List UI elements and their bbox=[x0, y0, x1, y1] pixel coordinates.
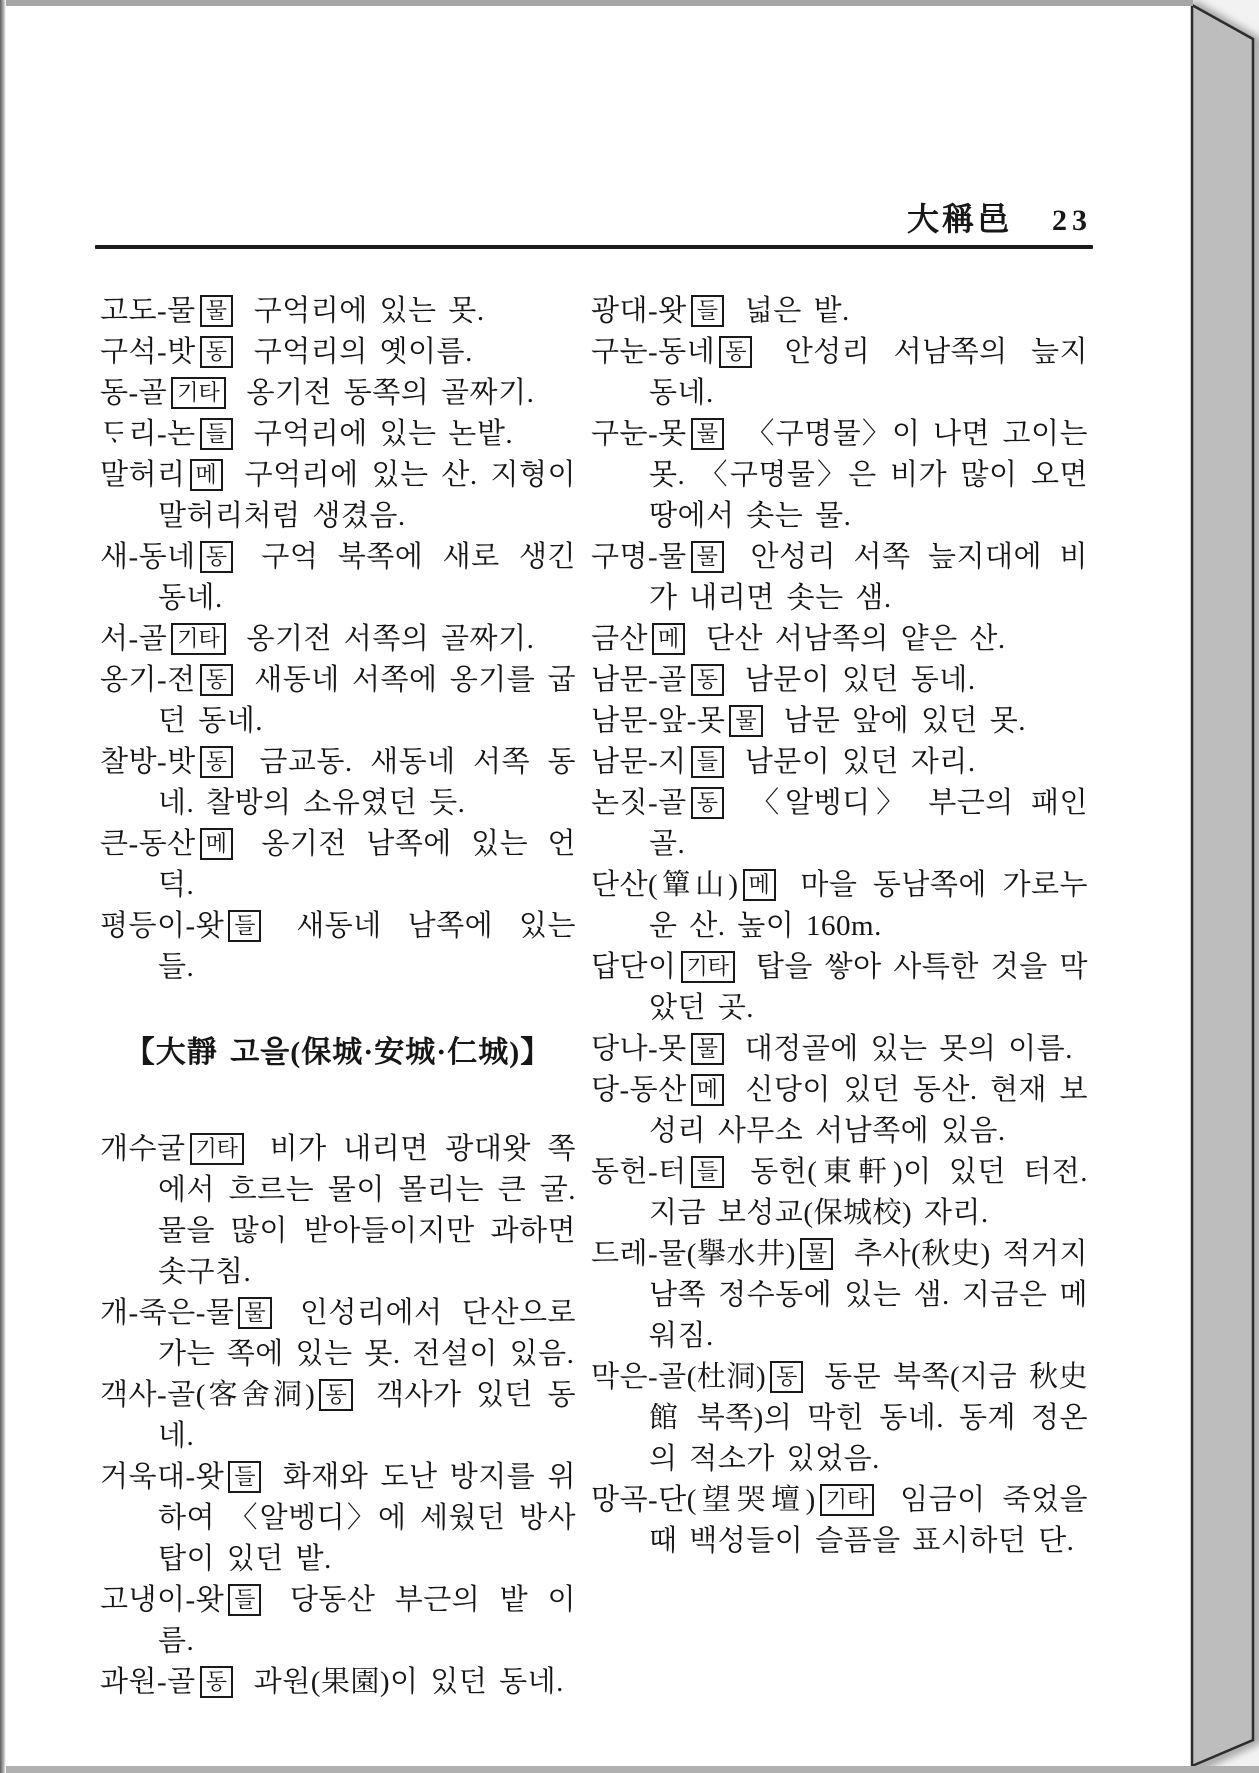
left-column-entries-bottom bbox=[100, 1129, 576, 1703]
entry-definition: 단산 서남쪽의 얕은 산. bbox=[694, 623, 1006, 655]
running-header bbox=[95, 194, 1092, 240]
entry-category-tag: 기타 bbox=[820, 1484, 875, 1516]
gazetteer-entry bbox=[100, 1580, 576, 1662]
gazetteer-entry bbox=[591, 701, 1088, 742]
gazetteer-entry bbox=[100, 1662, 576, 1703]
gazetteer-entry bbox=[100, 1293, 576, 1375]
entry-definition: 새동네 남쪽에 있는 들. bbox=[158, 910, 576, 983]
entry-category-tag: 들 bbox=[691, 295, 724, 327]
entry-headword: 남문-골 bbox=[591, 664, 687, 696]
left-column-entries-top bbox=[100, 291, 576, 988]
entry-category-tag: 물 bbox=[691, 418, 724, 450]
entry-headword: 객사-골(客舍洞) bbox=[100, 1379, 316, 1411]
entry-definition: 과원(果園)이 있던 동네. bbox=[241, 1666, 564, 1698]
gazetteer-entry bbox=[100, 414, 576, 455]
entry-definition: 옹기전 서쪽의 골짜기. bbox=[234, 623, 535, 655]
entry-headword: 큰-동산 bbox=[100, 828, 196, 860]
entry-category-tag: 들 bbox=[228, 910, 261, 942]
entry-category-tag: 메 bbox=[200, 828, 233, 860]
gazetteer-entry bbox=[100, 1375, 576, 1457]
entry-category-tag: 기타 bbox=[190, 1133, 245, 1165]
entry-headword: 고냉이-왓 bbox=[100, 1584, 225, 1616]
gazetteer-entry bbox=[591, 660, 1088, 701]
entry-category-tag: 메 bbox=[652, 623, 685, 655]
gazetteer-entry bbox=[591, 1070, 1088, 1152]
gazetteer-entry bbox=[100, 619, 576, 660]
entry-definition: 당동산 부근의 밭 이름. bbox=[158, 1584, 576, 1657]
entry-definition: 인성리에서 단산으로 가는 쪽에 있는 못. 전설이 있음. bbox=[158, 1297, 576, 1370]
gazetteer-entry bbox=[100, 906, 576, 988]
entry-category-tag: 기타 bbox=[171, 377, 226, 409]
entry-definition: 동헌(東軒)이 있던 터전. 지금 보성교(保城校) 자리. bbox=[649, 1156, 1088, 1229]
entry-definition: 넓은 밭. bbox=[732, 295, 850, 327]
entry-category-tag: 물 bbox=[691, 541, 724, 573]
entry-headword: 새-동네 bbox=[100, 541, 196, 573]
gazetteer-entry bbox=[100, 742, 576, 824]
entry-headword: 구눈-못 bbox=[591, 418, 687, 450]
entry-category-tag: 동 bbox=[200, 336, 233, 368]
gazetteer-entry bbox=[591, 742, 1088, 783]
gazetteer-entry bbox=[100, 373, 576, 414]
entry-category-tag: 기타 bbox=[171, 623, 226, 655]
entry-definition: 구억리에 있는 못. bbox=[241, 295, 485, 327]
entry-category-tag: 물 bbox=[238, 1297, 271, 1329]
entry-definition: 구억리에 있는 산. 지형이 말허리처럼 생겼음. bbox=[158, 459, 576, 532]
section-heading: 【大靜 고을(保城·安城·仁城)】 bbox=[124, 1036, 552, 1069]
gazetteer-entry bbox=[100, 455, 576, 537]
entry-headword: 당나-못 bbox=[591, 1033, 687, 1065]
entry-headword: 찰방-밧 bbox=[100, 746, 196, 778]
entry-category-tag: 메 bbox=[691, 1074, 724, 1106]
entry-headword: 고도-물 bbox=[100, 295, 196, 327]
entry-definition: 남문이 있던 동네. bbox=[732, 664, 976, 696]
header-rule bbox=[95, 245, 1093, 249]
entry-definition: 남문이 있던 자리. bbox=[732, 746, 976, 778]
entry-definition: 객사가 있던 동네. bbox=[158, 1379, 577, 1452]
entry-definition: 안성리 서쪽 늪지대에 비가 내리면 솟는 샘. bbox=[649, 541, 1088, 614]
entry-headword: 막은-골(杜洞) bbox=[591, 1361, 767, 1393]
entry-definition: 임금이 죽었을 때 백성들이 슬픔을 표시하던 단. bbox=[649, 1484, 1088, 1557]
gazetteer-entry bbox=[591, 332, 1088, 414]
entry-headword: 구명-물 bbox=[591, 541, 687, 573]
entry-definition: 신당이 있던 동산. 현재 보성리 사무소 서남쪽에 있음. bbox=[649, 1074, 1088, 1147]
entry-definition: 〈구명물〉이 나면 고이는 못. 〈구명물〉은 비가 많이 오면 땅에서 솟는 물. bbox=[649, 418, 1088, 532]
entry-headword: 말허리 bbox=[100, 459, 186, 491]
gazetteer-entry bbox=[591, 1029, 1088, 1070]
entry-headword: 개-죽은-물 bbox=[100, 1297, 235, 1329]
entry-headword: 평등이-왓 bbox=[100, 910, 225, 942]
entry-headword: 논짓-골 bbox=[591, 787, 687, 819]
right-column-entries bbox=[591, 291, 1088, 1562]
entry-headword: 구눈-동네 bbox=[591, 336, 716, 368]
entry-category-tag: 동 bbox=[200, 746, 233, 778]
entry-definition: 구억리의 옛이름. bbox=[241, 336, 473, 368]
gazetteer-entry bbox=[591, 414, 1088, 537]
entry-definition: 〈알벵디〉 부근의 패인 골. bbox=[649, 787, 1088, 860]
entry-category-tag: 들 bbox=[691, 1156, 724, 1188]
entry-headword: 구석-밧 bbox=[100, 336, 196, 368]
entry-category-tag: 물 bbox=[691, 1033, 724, 1065]
entry-category-tag: 물 bbox=[800, 1238, 833, 1270]
left-column bbox=[100, 291, 576, 1703]
entry-definition: 구억리에 있는 논밭. bbox=[241, 418, 514, 450]
entry-category-tag: 동 bbox=[719, 336, 752, 368]
gazetteer-entry bbox=[591, 291, 1088, 332]
entry-category-tag: 물 bbox=[200, 295, 233, 327]
entry-headword: 망곡-단(望哭壇) bbox=[591, 1484, 816, 1516]
entry-headword: 동헌-터 bbox=[591, 1156, 687, 1188]
entry-definition: 대정골에 있는 못의 이름. bbox=[732, 1033, 1073, 1065]
entry-headword: 당-동산 bbox=[591, 1074, 687, 1106]
entry-category-tag: 들 bbox=[228, 1461, 261, 1493]
entry-definition: 추사(秋史) 적거지 남쪽 정수동에 있는 샘. 지금은 메워짐. bbox=[649, 1238, 1089, 1352]
entry-headword: 동-골 bbox=[100, 377, 168, 409]
gazetteer-entry bbox=[591, 537, 1088, 619]
entry-category-tag: 동 bbox=[691, 787, 724, 819]
entry-headword: 거욱대-왓 bbox=[100, 1461, 225, 1493]
entry-definition: 탑을 쌓아 사특한 것을 막았던 곳. bbox=[649, 951, 1088, 1024]
gazetteer-entry bbox=[100, 291, 576, 332]
entry-headword: 답단이 bbox=[591, 951, 677, 983]
gazetteer-entry bbox=[591, 865, 1088, 947]
gazetteer-entry bbox=[591, 1480, 1088, 1562]
entry-category-tag: 동 bbox=[691, 664, 724, 696]
entry-definition: 새동네 서쪽에 옹기를 굽던 동네. bbox=[158, 664, 576, 737]
entry-category-tag: 메 bbox=[743, 869, 776, 901]
entry-headword: 옹기-전 bbox=[100, 664, 196, 696]
entry-headword: 단산(簞山) bbox=[591, 869, 739, 901]
entry-definition: 화재와 도난 방지를 위하여 〈알벵디〉에 세웠던 방사탑이 있던 밭. bbox=[158, 1461, 576, 1575]
header-page-number: 23 bbox=[1052, 204, 1092, 237]
entry-category-tag: 물 bbox=[729, 705, 762, 737]
entry-category-tag: 동 bbox=[319, 1379, 352, 1411]
gazetteer-entry bbox=[591, 1152, 1088, 1234]
entry-category-tag: 기타 bbox=[681, 951, 736, 983]
entry-category-tag: 들 bbox=[691, 746, 724, 778]
gazetteer-entry bbox=[100, 1129, 576, 1293]
entry-category-tag: 들 bbox=[228, 1584, 261, 1616]
gazetteer-entry bbox=[591, 1357, 1088, 1480]
gazetteer-entry bbox=[591, 619, 1088, 660]
gazetteer-entry bbox=[100, 1457, 576, 1580]
entry-category-tag: 동 bbox=[200, 541, 233, 573]
gazetteer-entry bbox=[591, 1234, 1088, 1357]
entry-headword: 드레-물(擧水井) bbox=[591, 1238, 796, 1270]
entry-definition: 비가 내리면 광대왓 쪽에서 흐르는 물이 몰리는 큰 굴. 물을 많이 받아들이지만 과하면 솟구침. bbox=[158, 1133, 576, 1288]
entry-definition: 동문 북쪽(지금 秋史館 북쪽)의 막힌 동네. 동계 정온의 적소가 있었음. bbox=[649, 1361, 1088, 1475]
entry-category-tag: 메 bbox=[190, 459, 223, 491]
entry-category-tag: 동 bbox=[200, 1666, 233, 1698]
entry-category-tag: 동 bbox=[200, 664, 233, 696]
entry-definition: 구억 북쪽에 새로 생긴 동네. bbox=[158, 541, 576, 614]
entry-definition: 안성리 서남쪽의 늪지 동네. bbox=[649, 336, 1088, 409]
entry-headword: 과원-골 bbox=[100, 1666, 196, 1698]
entry-category-tag: 들 bbox=[200, 418, 233, 450]
entry-headword: 개수굴 bbox=[100, 1133, 186, 1165]
gazetteer-entry bbox=[591, 947, 1088, 1029]
entry-category-tag: 동 bbox=[770, 1361, 803, 1393]
gazetteer-entry bbox=[100, 332, 576, 373]
gazetteer-entry bbox=[100, 537, 576, 619]
entry-definition: 금교동. 새동네 서쪽 동네. 찰방의 소유였던 듯. bbox=[158, 746, 576, 819]
gazetteer-entry bbox=[100, 660, 576, 742]
header-section-title: 大稱邑 bbox=[906, 201, 1012, 237]
entry-headword: 금산 bbox=[591, 623, 649, 655]
gazetteer-entry bbox=[591, 783, 1088, 865]
entry-headword: 광대-왓 bbox=[591, 295, 687, 327]
entry-definition: 옹기전 남쪽에 있는 언덕. bbox=[158, 828, 576, 901]
gazetteer-entry bbox=[100, 824, 576, 906]
entry-headword: 남문-지 bbox=[591, 746, 687, 778]
entry-headword: 남문-앞-못 bbox=[591, 705, 726, 737]
right-column bbox=[591, 291, 1088, 1562]
entry-definition: 남문 앞에 있던 못. bbox=[771, 705, 1026, 737]
entry-headword: ᄃᆞ리-논 bbox=[100, 418, 196, 450]
entry-definition: 옹기전 동쪽의 골짜기. bbox=[234, 377, 535, 409]
entry-definition: 마을 동남쪽에 가로누운 산. 높이 160m. bbox=[649, 869, 1088, 942]
entry-headword: 서-골 bbox=[100, 623, 168, 655]
